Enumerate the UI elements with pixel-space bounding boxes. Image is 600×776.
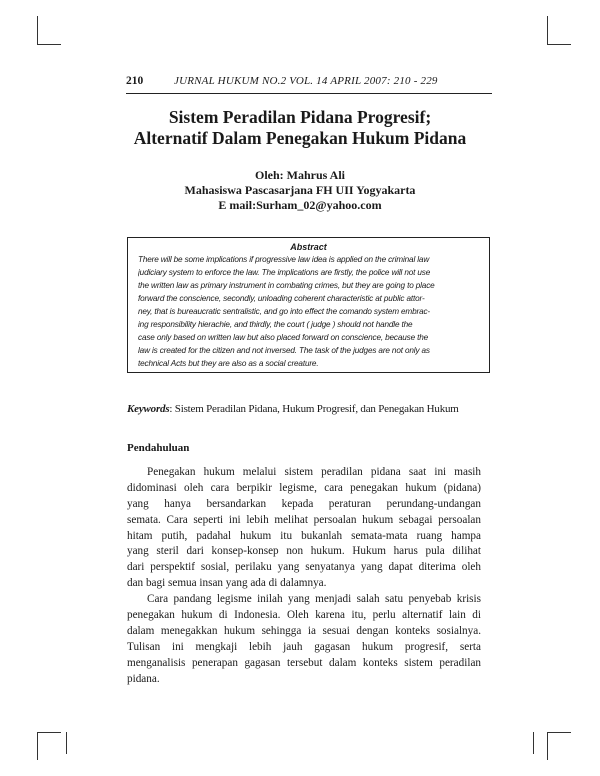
running-header	[126, 75, 492, 89]
author-name: Oleh: Mahrus Ali	[254, 168, 345, 182]
crop-mark	[547, 16, 548, 44]
crop-mark	[66, 732, 67, 754]
crop-mark	[37, 16, 38, 44]
body-line: yang hanya bersandarkan kepada peraturan perundang-undangan	[127, 497, 481, 510]
body-line: dari perspektif sosial, perilaku yang senyatanya yang dapat diterima oleh	[127, 561, 481, 574]
body-line: Cara pandang legisme inilah yang menjadi salah satu penyebab krisis	[147, 593, 481, 606]
abstract-line: law is created for the citizen and not inversed. The task of the judges are not only as	[138, 346, 430, 355]
section-heading: Pendahuluan	[127, 442, 190, 454]
abstract-line: There will be some implications if progressive law idea is applied on the criminal law	[138, 255, 430, 264]
keywords-text: : Sistem Peradilan Pidana, Hukum Progresif, dan Penegakan Hukum	[169, 403, 459, 415]
keywords	[127, 403, 459, 415]
keywords-label: Keywords	[127, 403, 170, 415]
crop-mark	[37, 732, 38, 760]
body-line: dalam menegakkan hukum sehingga ia sesuai dengan konteks sosialnya.	[127, 624, 481, 637]
body-line: dan bagi semua insan yang ada di dalamnya.	[127, 577, 327, 590]
abstract-line: case only based on written law but also placed forward on conscience, because the	[138, 333, 429, 342]
abstract-box	[127, 237, 490, 373]
article-title-line-2: Alternatif Dalam Penegakan Hukum Pidana	[133, 128, 467, 148]
author-email[interactable]: E mail:Surham_02@yahoo.com	[218, 198, 382, 212]
body-line: hitam putih, padahal hukum itu bukanlah semata-mata ruang hampa	[127, 529, 481, 542]
journal-citation: JURNAL HUKUM NO.2 VOL. 14 APRIL 2007: 210 - 229	[174, 75, 438, 87]
crop-mark	[547, 732, 548, 760]
abstract-heading: Abstract	[290, 242, 327, 252]
body-line: menganalisis penerapan gagasan tersebut dalam konteks sistem peradilan	[127, 656, 481, 669]
crop-mark	[533, 732, 534, 754]
body-text	[127, 465, 481, 687]
crop-mark	[547, 732, 571, 733]
page-number: 210	[126, 75, 144, 87]
body-line: semata. Cara seperti ini lebih melihat persoalan hukum sebagai persoalan	[127, 513, 481, 526]
article-title-line-1: Sistem Peradilan Pidana Progresif;	[168, 107, 432, 127]
abstract-line: ney, that is bureaucratic sentralistic, and go into effect the comando system embrac-	[138, 307, 431, 316]
header-rule	[126, 93, 492, 94]
author-affiliation: Mahasiswa Pascasarjana FH UII Yogyakarta	[184, 183, 416, 197]
body-line: Penegakan hukum melalui sistem peradilan pidana saat ini masih	[147, 466, 481, 478]
body-line: penegakan hukum di Indonesia. Oleh karena itu, perlu alternatif lain di	[127, 609, 481, 622]
body-line: Tulisan ini mengkaji lebih jauh gagasan hukum progresif, serta	[127, 640, 481, 653]
crop-mark	[37, 732, 61, 733]
body-line: didominasi oleh cara berpikir legisme, cara penegakan hukum (pidana)	[127, 481, 481, 494]
crop-mark	[547, 44, 571, 45]
abstract-line: the written law as primary instrument in combating crimes, but they are going to place	[138, 281, 435, 290]
abstract-line: forward the conscience, secondly, unloading coherent characteristic at public attor-	[138, 294, 425, 303]
abstract-line: ing responsibility hierachie, and thirdly, the court ( judge ) should not handle the	[138, 320, 413, 329]
abstract-line: technical Acts but they are also as a social creature.	[138, 359, 319, 368]
abstract-line: judiciary system to enforce the law. The implications are firstly, the police will not use	[138, 268, 431, 277]
body-line: pidana.	[127, 672, 160, 685]
crop-mark	[37, 44, 61, 45]
body-line: yang steril dari konsep-konsep non hukum. Hukum harus pula dilihat	[127, 545, 481, 558]
